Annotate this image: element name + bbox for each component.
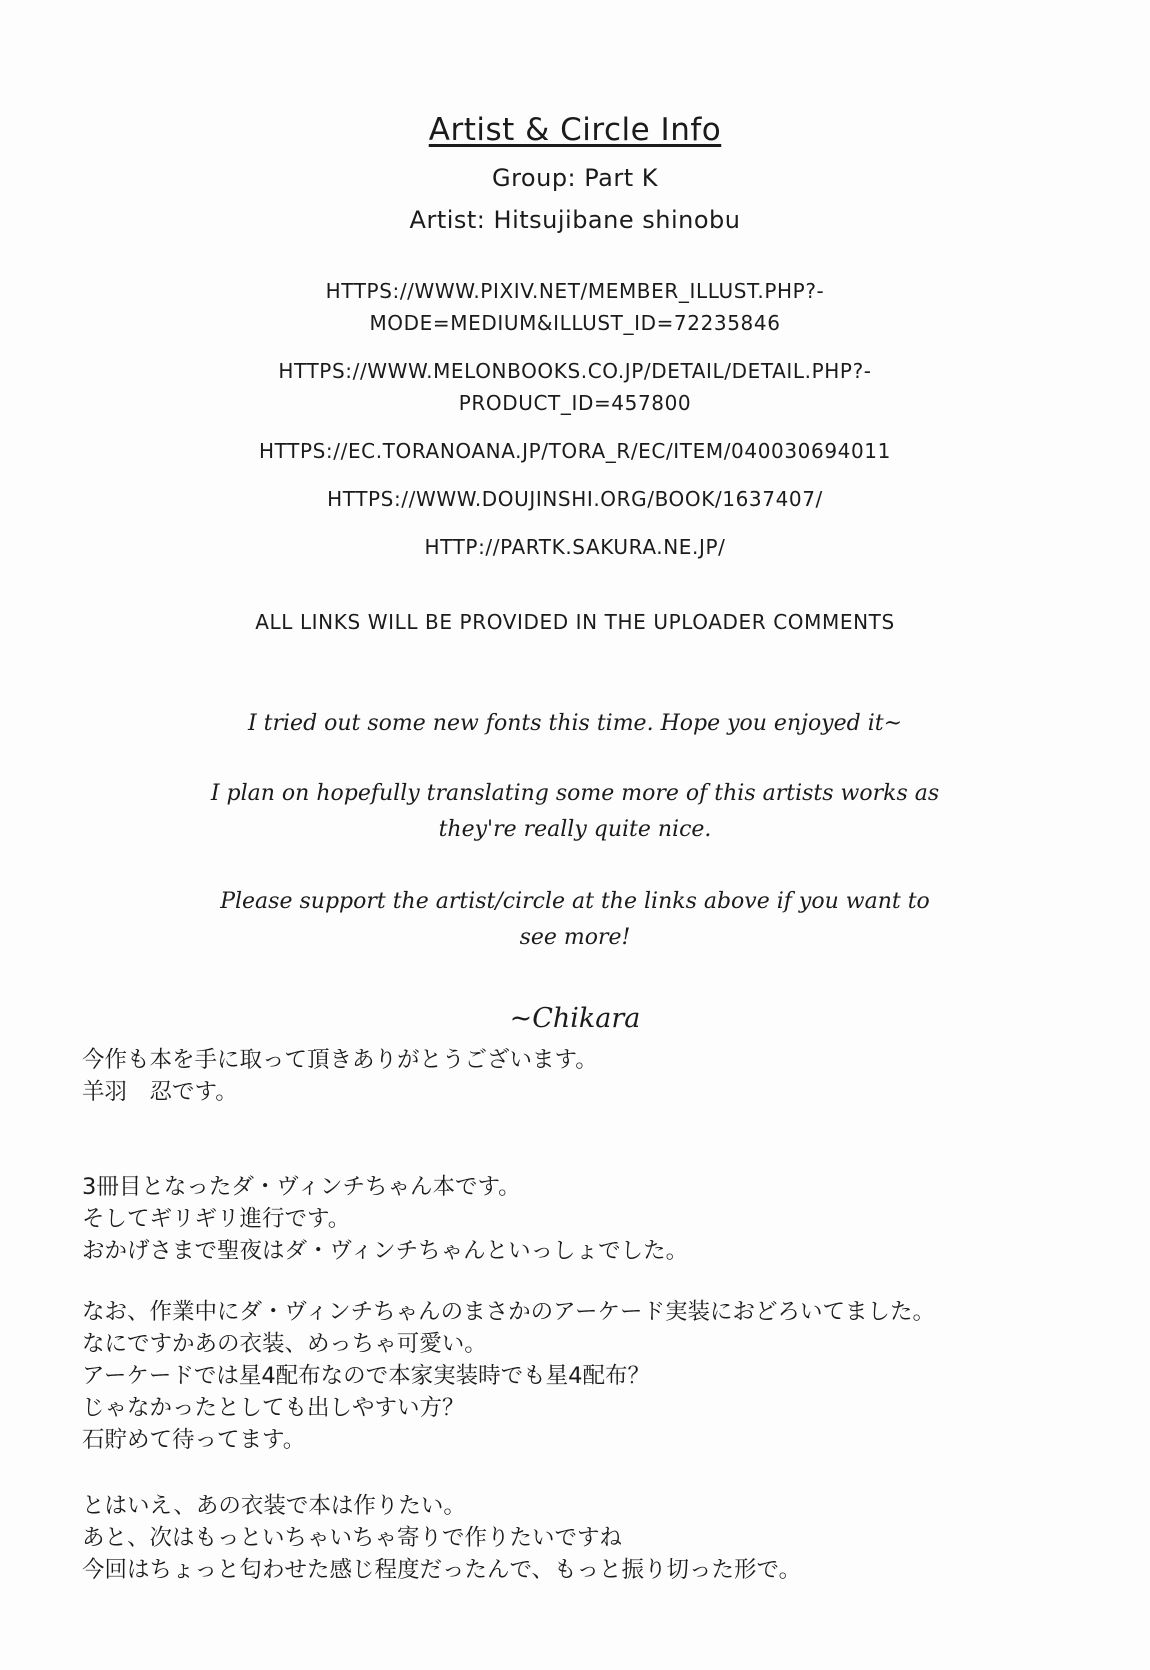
afterword-line: 羊羽 忍です。 [82, 1079, 238, 1105]
translator-note-plans-line-2: they're really quite nice. [438, 817, 712, 842]
artist-name: Artist: Hitsujibane shinobu [409, 206, 741, 234]
link-doujinshi-line[interactable]: HTTPS://WWW.DOUJINSHI.ORG/BOOK/1637407/ [327, 487, 823, 511]
afterword-line: アーケードでは星4配布なので本家実装時でも星4配布？ [82, 1363, 650, 1389]
afterword-line: そしてギリギリ進行です。 [82, 1206, 351, 1232]
afterword-line: じゃなかったとしても出しやすい方？ [82, 1395, 465, 1421]
afterword-paragraph-3 [82, 1296, 1102, 1456]
afterword-line: おかげさまで聖夜はダ・ヴィンチちゃんといっしょでした。 [82, 1238, 689, 1264]
translator-note-support-line-1: Please support the artist/circle at the links above if you want to [220, 889, 930, 914]
afterword-paragraph-2 [82, 1171, 1102, 1267]
afterword-line: 今作も本を手に取って頂きありがとうございます。 [82, 1047, 598, 1073]
translator-note-support [0, 884, 1150, 956]
link-circle-site-line[interactable]: HTTP://PARTK.SAKURA.NE.JP/ [424, 535, 726, 559]
group-name: Group: Part K [491, 164, 659, 192]
link-melonbooks-line-1[interactable]: HTTPS://WWW.MELONBOOKS.CO.JP/DETAIL/DETAIL.PHP?- [278, 359, 872, 383]
afterword-paragraph-4 [82, 1490, 1102, 1586]
translator-note-plans-line-1: I plan on hopefully translating some more of this artists works as [210, 781, 940, 806]
translator-note-support-line-2: see more! [519, 925, 631, 950]
link-pixiv[interactable] [0, 275, 1150, 339]
translator-note-fonts-line: I tried out some new fonts this time. Hope you enjoyed it~ [247, 711, 903, 736]
page-title: Artist & Circle Info [428, 112, 722, 148]
afterword-line: 3冊目となったダ・ヴィンチちゃん本です。 [82, 1174, 521, 1200]
uploader-notice: ALL LINKS WILL BE PROVIDED IN THE UPLOADER COMMENTS [255, 610, 895, 634]
link-circle-site[interactable] [0, 531, 1150, 563]
link-list [0, 275, 1150, 579]
afterword-line: なお、作業中にダ・ヴィンチちゃんのまさかのアーケード実装におどろいてました。 [82, 1299, 935, 1325]
link-melonbooks[interactable] [0, 355, 1150, 419]
afterword-line: あと、次はもっといちゃいちゃ寄りで作りたいですね [82, 1525, 623, 1551]
link-toranoana-line[interactable]: HTTPS://EC.TORANOANA.JP/TORA_R/EC/ITEM/040030694011 [259, 439, 891, 463]
link-pixiv-line-2[interactable]: MODE=MEDIUM&ILLUST_ID=72235846 [369, 311, 781, 335]
link-doujinshi[interactable] [0, 483, 1150, 515]
link-melonbooks-line-2[interactable]: PRODUCT_ID=457800 [458, 391, 692, 415]
link-pixiv-line-1[interactable]: HTTPS://WWW.PIXIV.NET/MEMBER_ILLUST.PHP?- [325, 279, 825, 303]
afterword-line: なにですかあの衣装、めっちゃ可愛い。 [82, 1331, 487, 1357]
link-toranoana[interactable] [0, 435, 1150, 467]
translator-note-fonts [0, 706, 1150, 742]
afterword-line: 石貯めて待ってます。 [82, 1427, 306, 1453]
translator-note-plans [0, 776, 1150, 848]
translator-signature: ~Chikara [509, 1003, 641, 1034]
afterword-line: とはいえ、あの衣装で本は作りたい。 [82, 1493, 466, 1519]
afterword-paragraph-1 [82, 1044, 1102, 1108]
afterword-line: 今回はちょっと匂わせた感じ程度だったんで、もっと振り切った形で。 [82, 1557, 802, 1583]
